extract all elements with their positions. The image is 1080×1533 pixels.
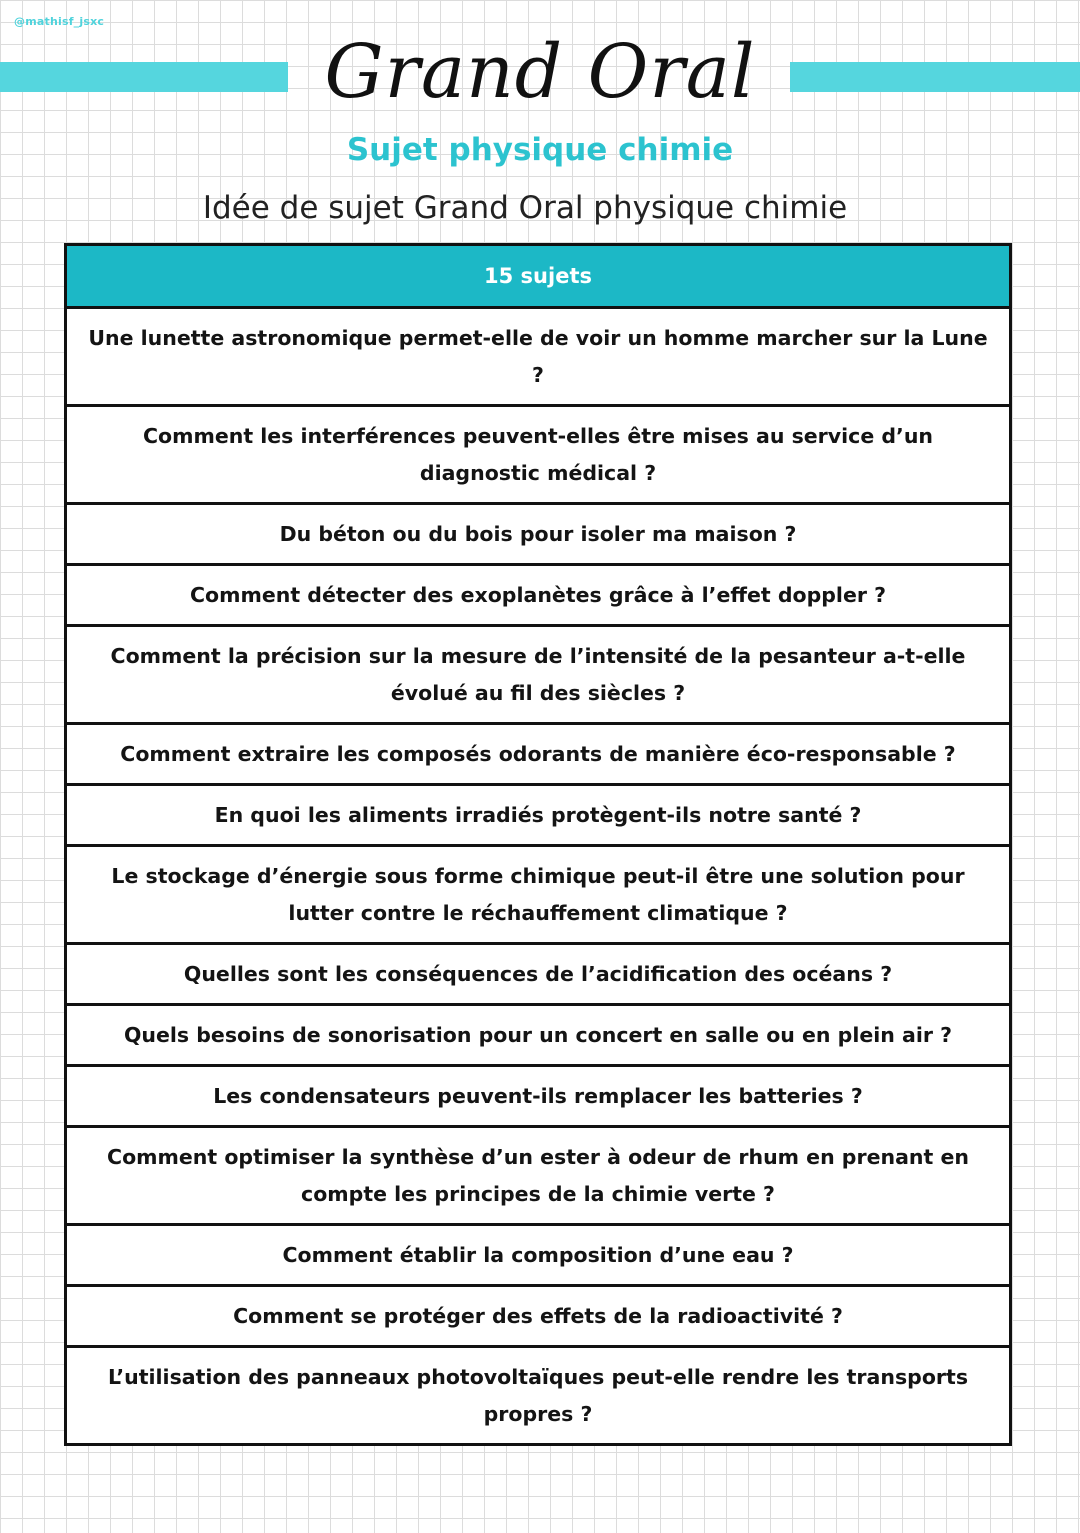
table-row	[66, 626, 1011, 724]
table-header: 15 sujets	[66, 245, 1011, 308]
table-row	[66, 846, 1011, 944]
topic-cell: Comment les interférences peuvent-elles être mises au service d’un diagnostic médical ?	[66, 406, 1011, 504]
page-title: Grand Oral	[324, 29, 756, 115]
topic-cell: Les condensateurs peuvent-ils remplacer les batteries ?	[66, 1066, 1011, 1127]
table-row	[66, 1066, 1011, 1127]
table-row	[66, 406, 1011, 504]
topic-cell: Quelles sont les conséquences de l’acidification des océans ?	[66, 944, 1011, 1005]
table-row	[66, 785, 1011, 846]
table-row	[66, 504, 1011, 565]
topic-cell: L’utilisation des panneaux photovoltaïques peut-elle rendre les transports propres ?	[66, 1347, 1011, 1445]
topic-cell: Du béton ou du bois pour isoler ma maison ?	[66, 504, 1011, 565]
topic-cell: Comment extraire les composés odorants de manière éco-responsable ?	[66, 724, 1011, 785]
topic-cell: Quels besoins de sonorisation pour un concert en salle ou en plein air ?	[66, 1005, 1011, 1066]
table-row	[66, 1127, 1011, 1225]
table-row	[66, 565, 1011, 626]
author-handle: @mathisf_jsxc	[14, 15, 105, 28]
intro-text: Idée de sujet Grand Oral physique chimie	[202, 190, 848, 226]
topics-table	[64, 243, 1012, 1446]
topic-cell: Comment établir la composition d’une eau ?	[66, 1225, 1011, 1286]
topic-cell: En quoi les aliments irradiés protègent-ils notre santé ?	[66, 785, 1011, 846]
table-row	[66, 308, 1011, 406]
table-row	[66, 1225, 1011, 1286]
table-row	[66, 1347, 1011, 1445]
topic-cell: Le stockage d’énergie sous forme chimique peut-il être une solution pour lutter contre le réchauffement climatique ?	[66, 846, 1011, 944]
table-row	[66, 1005, 1011, 1066]
topic-cell: Comment détecter des exoplanètes grâce à l’effet doppler ?	[66, 565, 1011, 626]
topic-cell: Comment optimiser la synthèse d’un ester à odeur de rhum en prenant en compte les principes de la chimie verte ?	[66, 1127, 1011, 1225]
table-row	[66, 724, 1011, 785]
topic-cell: Comment la précision sur la mesure de l’intensité de la pesanteur a-t-elle évolué au fil des siècles ?	[66, 626, 1011, 724]
table-header-row	[66, 245, 1011, 308]
topic-cell: Comment se protéger des effets de la radioactivité ?	[66, 1286, 1011, 1347]
table-row	[66, 944, 1011, 1005]
table-row	[66, 1286, 1011, 1347]
page-subtitle: Sujet physique chimie	[346, 132, 734, 168]
topic-cell: Une lunette astronomique permet-elle de voir un homme marcher sur la Lune ?	[66, 308, 1011, 406]
